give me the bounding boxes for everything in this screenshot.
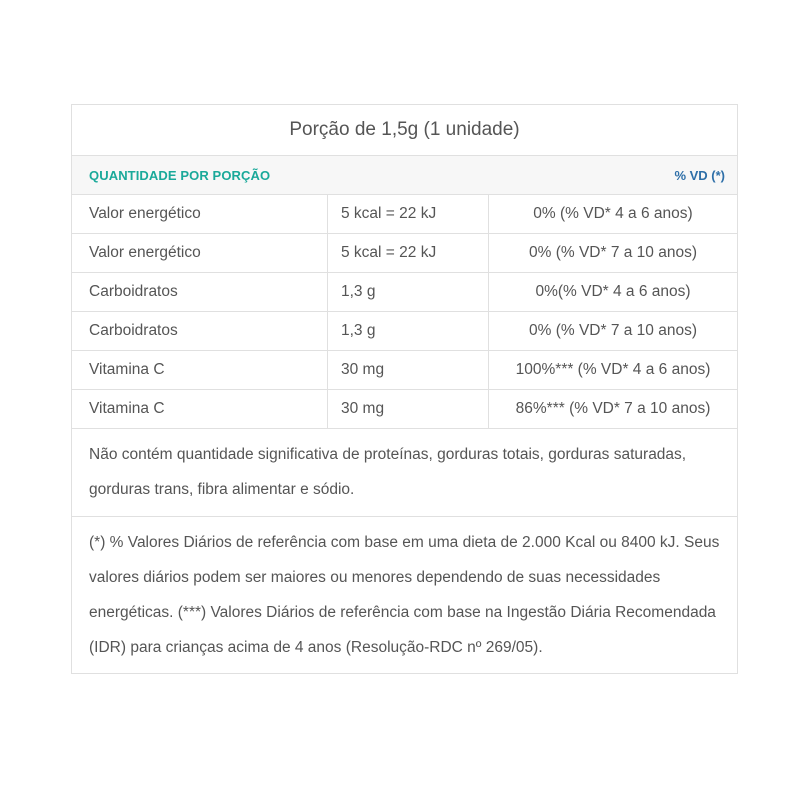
- nutrient-name: Valor energético: [72, 234, 328, 273]
- nutrition-table: [72, 195, 737, 429]
- nutrient-daily-value: 0% (% VD* 7 a 10 anos): [489, 312, 738, 351]
- table-subheader: [72, 156, 737, 195]
- quantity-per-portion-label: QUANTIDADE POR PORÇÃO: [89, 167, 271, 183]
- nutrient-amount: 1,3 g: [328, 312, 489, 351]
- insignificant-nutrients-note: Não contém quantidade significativa de proteínas, gorduras totais, gorduras saturadas, gorduras trans, fibra alimentar e sódio.: [72, 429, 737, 517]
- nutrient-daily-value: 100%*** (% VD* 4 a 6 anos): [489, 351, 738, 390]
- nutrient-daily-value: 0% (% VD* 7 a 10 anos): [489, 234, 738, 273]
- nutrient-daily-value: 0% (% VD* 4 a 6 anos): [489, 195, 738, 234]
- portion-title: Porção de 1,5g (1 unidade): [72, 105, 737, 156]
- daily-value-label: % VD (*): [674, 167, 725, 183]
- table-row: [72, 234, 737, 273]
- nutrient-name: Carboidratos: [72, 273, 328, 312]
- table-row: [72, 351, 737, 390]
- nutrient-amount: 5 kcal = 22 kJ: [328, 195, 489, 234]
- nutrient-amount: 30 mg: [328, 351, 489, 390]
- nutrient-amount: 5 kcal = 22 kJ: [328, 234, 489, 273]
- table-row: [72, 195, 737, 234]
- table-row: [72, 390, 737, 429]
- nutrient-daily-value: 0%(% VD* 4 a 6 anos): [489, 273, 738, 312]
- nutrient-amount: 30 mg: [328, 390, 489, 429]
- table-row: [72, 312, 737, 351]
- daily-values-footnote: (*) % Valores Diários de referência com base em uma dieta de 2.000 Kcal ou 8400 kJ. Seus valores diários podem ser maiores ou menores dependendo de suas necessidades energéticas. (***) Valores Diários de referência com base na Ingestão Diária Recomendada (IDR) para crianças acima de 4 anos (Resolução-RDC nº 269/05).: [89, 534, 720, 656]
- nutrient-daily-value: 86%*** (% VD* 7 a 10 anos): [489, 390, 738, 429]
- nutrient-name: Carboidratos: [72, 312, 328, 351]
- nutrient-name: Vitamina C: [72, 390, 328, 429]
- nutrient-name: Vitamina C: [72, 351, 328, 390]
- nutrition-facts-panel: [71, 104, 738, 674]
- nutrient-amount: 1,3 g: [328, 273, 489, 312]
- table-row: [72, 273, 737, 312]
- nutrient-name: Valor energético: [72, 195, 328, 234]
